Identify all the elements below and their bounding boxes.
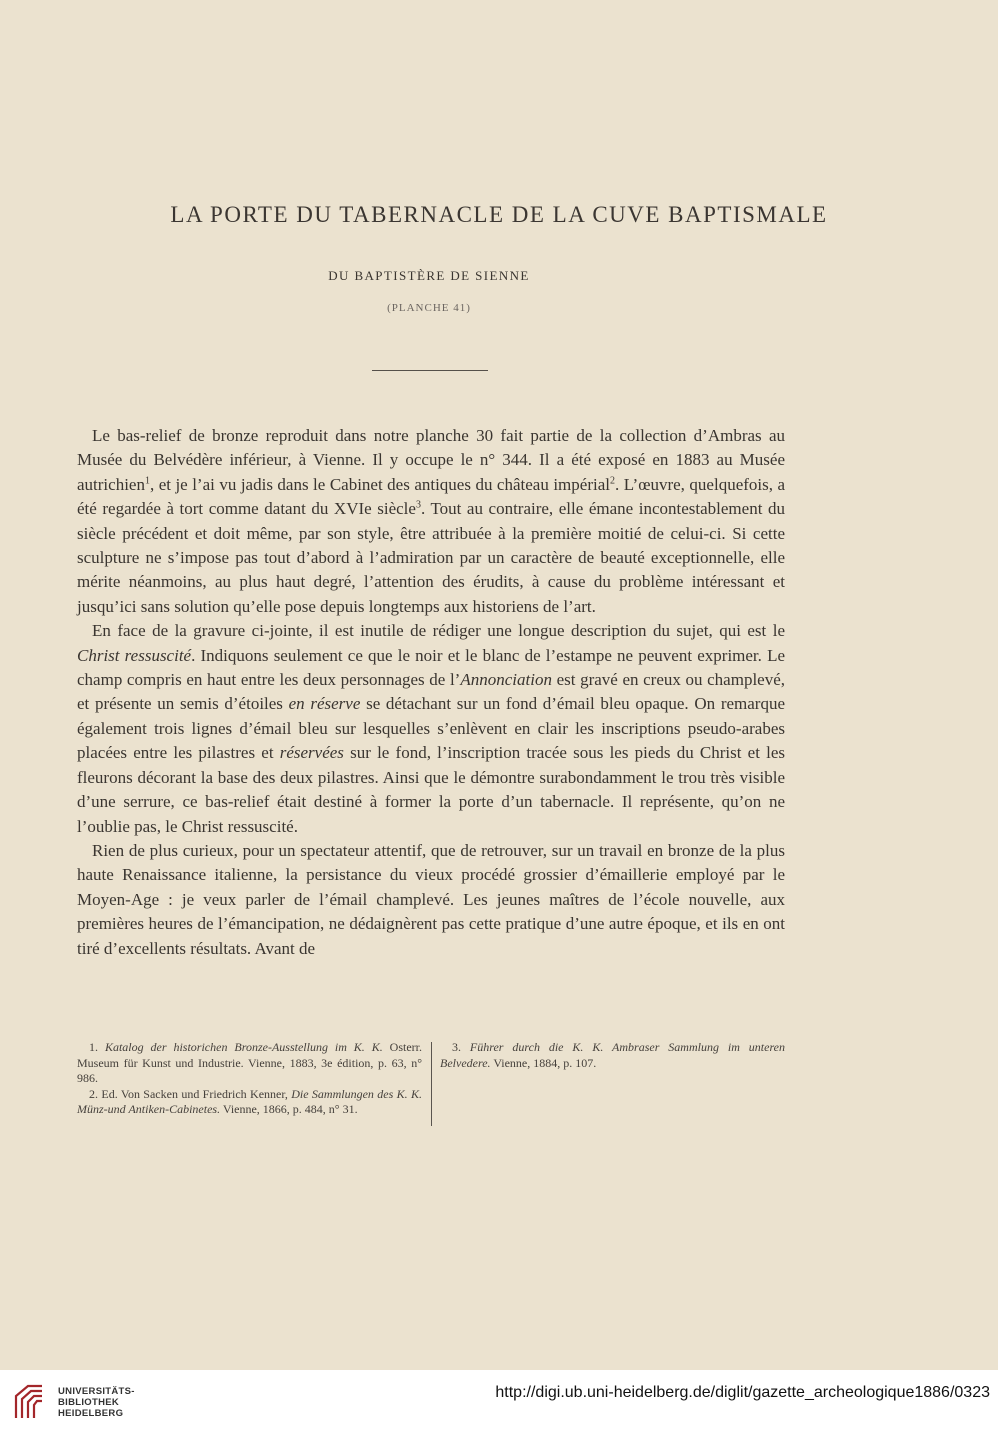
library-line-2: BIBLIOTHEK (58, 1397, 120, 1408)
footnote-column-divider (431, 1042, 432, 1126)
footnote-3-number: 3. (452, 1040, 470, 1054)
library-line-1: UNIVERSITÄTS- (58, 1386, 135, 1397)
p2-italic-reserve: en réserve (288, 694, 361, 714)
article-title: LA PORTE DU TABERNACLE DE LA CUVE BAPTISMALE (170, 202, 828, 227)
paragraph-3: Rien de plus curieux, pour un spectateur attentif, que de retrouver, sur un travail en bronze de la plus haute Renaissance italienne, la persistance du vieux procédé grossier d’émaillerie employé par le Moyen-Age : je veux parler de l’émail champlevé. Les jeunes maîtres de l’école nouvelle, aux premières heures de l’émancipation, ne dédaignèrent pas cette pratique d’une autre époque, et ils en ont tiré d’excellents résultats. Avant de (77, 840, 785, 958)
plate-reference: (PLANCHE 41) (387, 302, 471, 314)
footnote-3-title: Führer durch die K. K. Ambraser Sammlung im unteren Belvedere. (440, 1040, 786, 1070)
p1-text-d: . Tout au contraire, elle émane incontestablement du siècle précédent et doit même, par son style, être attribuée à la première moitié de celui-ci. Si cette sculpture ne s’impose pas tout d’abord à l’admiration par un caractère de beauté exceptionnelle, elle mérite néanmoins, au plus haut degré, l’attention des érudits, à cause du problème intéressant et jusqu’ici sans solution qu’elle pose depuis longtemps aux historiens de l’art. (77, 499, 785, 616)
p1-text-b: , et je l’ai vu jadis dans le Cabinet des antiques du château impérial (149, 474, 610, 494)
footnote-ref-1: 1 (144, 475, 150, 487)
footnote-1-rest: Osterr. Museum für Kunst und Industrie. Vienne, 1883, 3e édition, p. 63, n° 986. (77, 1040, 423, 1085)
footnote-ref-3: 3 (415, 499, 421, 511)
library-logo-icon (12, 1382, 50, 1422)
p2-italic-christ: Christ ressuscité (77, 645, 192, 665)
p2-text-b: . Indiquons seulement ce que le noir et le blanc de l’estampe ne peuvent exprimer. Le champ compris en haut entre les deux personnages de l’ (77, 645, 785, 690)
footnotes-left-column (77, 1040, 422, 1118)
footnote-2-title: Die Sammlungen des K. K. Münz-und Antiken-Cabinetes. (77, 1086, 422, 1116)
title-divider (372, 370, 488, 371)
p2-italic-reservees: réservées (279, 743, 344, 763)
footnote-1 (77, 1040, 422, 1087)
library-name (58, 1386, 135, 1419)
p1-text-c: . L’œuvre, quelquefois, a été regardée à tort comme datant du XVIe siècle (77, 474, 786, 519)
p2-text-d: se détachant sur un fond d’émail bleu opaque. On remarque également trois lignes d’émail bleu sur lesquelles s’enlèvent en clair les inscriptions pseudo-arabes placées entre les pilastres et (77, 694, 786, 763)
p2-text-c: est gravé en creux ou champlevé, et présente un semis d’étoiles (77, 670, 786, 714)
article-subtitle: DU BAPTISTÈRE DE SIENNE (328, 268, 530, 283)
paragraph-1 (77, 424, 785, 619)
footnote-3 (440, 1040, 785, 1071)
p2-text-e: sur le fond, l’inscription tracée sous les pieds du Christ et les fleurons décorant la base des deux pilastres. Ainsi que le démontre surabondamment le trou très visible d’une serrure, ce bas-relief était destiné à former la porte d’un tabernacle. Il représente, qu’on ne l’oublie pas, le Christ ressuscité. (77, 743, 785, 836)
paragraph-2 (77, 619, 785, 839)
footnote-3-rest: Vienne, 1884, p. 107. (490, 1055, 597, 1070)
footnote-ref-2: 2 (609, 475, 615, 487)
footnotes-right-column (440, 1040, 785, 1071)
footnote-2 (77, 1087, 422, 1118)
footnote-2-rest: Vienne, 1866, p. 484, n° 31. (220, 1102, 358, 1116)
p2-italic-annonciation: Annonciation (460, 670, 552, 690)
footnote-2-authors: 2. Ed. Von Sacken und Friedrich Kenner, (89, 1086, 292, 1101)
p1-text-a: Le bas-relief de bronze reproduit dans notre planche 30 fait partie de la collection d’Ambras au Musée du Belvédère inférieur, à Vienne. Il y occupe le n° 344. Il a été exposé en 1883 au Musée autrichien (77, 426, 785, 494)
footnote-1-title: Katalog der historichen Bronze-Ausstellung im K. K. (104, 1040, 383, 1054)
article-body (77, 424, 785, 961)
library-footer (0, 1370, 998, 1446)
footnote-1-number: 1. (89, 1040, 105, 1054)
p2-text-a: En face de la gravure ci-jointe, il est inutile de rédiger une longue description du sujet, qui est le (92, 621, 785, 641)
source-url[interactable]: http://digi.ub.uni-heidelberg.de/diglit/gazette_archeologique1886/0323 (495, 1384, 990, 1401)
logo-strokes (16, 1386, 42, 1418)
library-line-3: HEIDELBERG (58, 1408, 124, 1419)
